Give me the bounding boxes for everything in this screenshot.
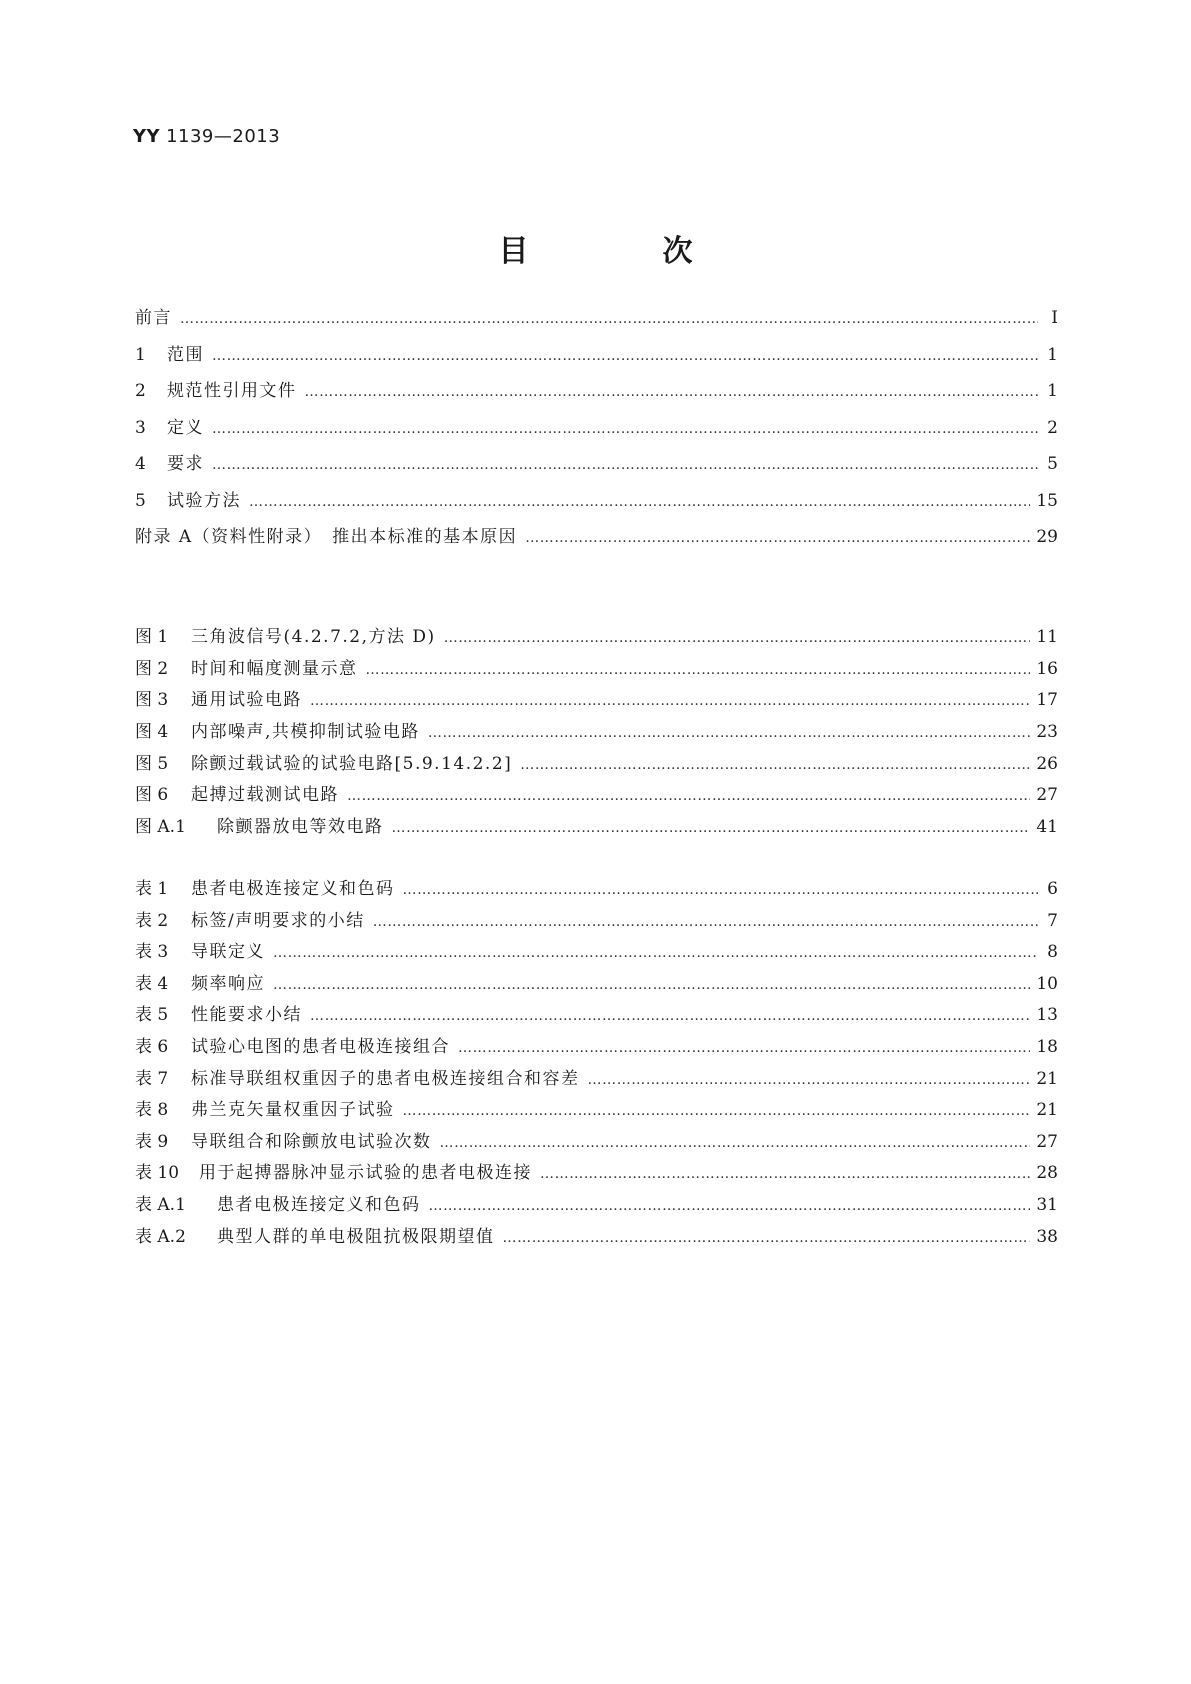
toc-entry-text: 患者电极连接定义和色码 [217,1194,421,1215]
toc-entry-number: 图 A.1 [135,817,186,838]
toc-entry-figure[interactable] [135,780,1058,812]
dot-leader [588,1072,1031,1088]
toc-entry-text: 导联定义 [191,942,265,963]
toc-entry-section[interactable] [135,340,1058,377]
dot-leader [180,311,1038,327]
toc-entry-text: 范围 [167,344,204,365]
toc-entry-text: 频率响应 [191,973,265,994]
toc-entry-number: 表 A.1 [135,1194,186,1215]
toc-entry-table[interactable] [135,1064,1058,1096]
toc-entry-text: 标签/声明要求的小结 [191,910,365,931]
toc-entry-text: 时间和幅度测量示意 [191,658,358,679]
toc-entry-page: 23 [1036,722,1058,743]
toc-entry-text: 除颤过载试验的试验电路[5.9.14.2.2] [191,753,513,774]
toc-entry-table[interactable] [135,1127,1058,1159]
toc-entry-table[interactable] [135,1190,1058,1222]
dot-leader [429,1198,1031,1214]
dot-leader [392,820,1031,836]
toc-entry-table[interactable] [135,906,1058,938]
dot-leader [525,530,1030,546]
toc-entry-number: 表 8 [135,1100,169,1121]
toc-entry-number: 5 [135,490,146,511]
toc-entry-figure[interactable] [135,654,1058,686]
toc-entry-page: 5 [1047,454,1058,474]
toc-entry-text: 性能要求小结 [191,1005,302,1026]
toc-entry-table[interactable] [135,874,1058,906]
toc-entry-page: Ⅰ [1051,308,1058,328]
toc-entry-figure[interactable] [135,717,1058,749]
dot-leader [212,348,1038,364]
toc-entry-number: 表 5 [135,1005,169,1026]
dot-leader [540,1166,1030,1182]
dot-leader [305,384,1039,400]
toc-entry-page: 7 [1047,910,1058,931]
toc-entry-number: 表 9 [135,1131,169,1152]
dot-leader [310,693,1030,709]
toc-entry-page: 31 [1036,1194,1058,1215]
toc-entry-text: 规范性引用文件 [167,381,297,401]
toc-entry-page: 15 [1036,490,1058,511]
toc-entry-page: 38 [1036,1226,1058,1247]
document-code [133,126,280,147]
document-code-number: 1139—2013 [166,126,281,147]
dot-leader [440,1135,1031,1151]
toc-entry-text: 前言 [135,308,172,328]
dot-leader [458,1040,1030,1056]
dot-leader [373,914,1038,930]
toc-entry-text: 定义 [167,417,204,438]
toc-entry-text: 附录 A（资料性附录） 推出本标准的基本原因 [135,527,518,547]
dot-leader [503,1230,1031,1246]
document-code-prefix: YY [133,126,161,147]
toc-entry-section[interactable] [135,413,1058,450]
toc-figures [135,622,1058,844]
dot-leader [249,494,1030,510]
toc-entry-page: 41 [1036,817,1058,838]
toc-entry-number: 图 2 [135,658,169,679]
toc-entry-page: 29 [1036,527,1058,547]
toc-entry-table[interactable] [135,1222,1058,1254]
toc-entry-page: 13 [1036,1005,1058,1026]
toc-entry-number: 1 [135,344,146,365]
toc-entry-number: 图 6 [135,785,169,806]
toc-entry-text: 除颤器放电等效电路 [217,817,384,838]
dot-leader [273,977,1030,993]
toc-entry-text: 内部噪声,共模抑制试验电路 [191,722,420,743]
toc-entry-table[interactable] [135,1000,1058,1032]
toc-entry-number: 图 5 [135,753,169,774]
toc-entry-text: 典型人群的单电极阻抗极限期望值 [217,1226,495,1247]
toc-sections [135,303,1058,559]
toc-entry-text: 标准导联组权重因子的患者电极连接组合和容差 [191,1068,580,1089]
toc-entry-page: 16 [1036,658,1058,679]
toc-entry-figure[interactable] [135,749,1058,781]
toc-entry-text: 三角波信号(4.2.7.2,方法 D) [191,627,436,647]
toc-entry-number: 表 6 [135,1036,169,1057]
toc-entry-figure[interactable] [135,622,1058,654]
toc-entry-section[interactable] [135,376,1058,413]
toc-entry-figure[interactable] [135,685,1058,717]
toc-entry-page: 27 [1036,1131,1058,1152]
toc-entry-number: 表 7 [135,1068,169,1089]
toc-entry-page: 10 [1036,973,1058,994]
dot-leader [212,421,1038,437]
toc-entry-section[interactable] [135,486,1058,523]
toc-entry-table[interactable] [135,1158,1058,1190]
toc-entry-appendix[interactable] [135,522,1058,559]
dot-leader [212,457,1038,473]
toc-entry-text: 导联组合和除颤放电试验次数 [191,1131,432,1152]
toc-entry-number: 3 [135,417,146,438]
toc-entry-page: 26 [1036,753,1058,774]
toc-entry-page: 21 [1036,1068,1058,1089]
toc-entry-number: 图 1 [135,627,169,647]
toc-entry-page: 11 [1036,627,1058,647]
toc-entry-text: 弗兰克矢量权重因子试验 [191,1100,395,1121]
toc-entry-page: 17 [1036,690,1058,711]
toc-entry-text: 用于起搏器脉冲显示试验的患者电极连接 [199,1163,532,1184]
toc-entry-table[interactable] [135,1095,1058,1127]
dot-leader [444,630,1031,646]
toc-entry-table[interactable] [135,969,1058,1001]
toc-entry-number: 4 [135,454,146,474]
toc-entry-figure[interactable] [135,812,1058,844]
toc-entry-number: 图 3 [135,690,169,711]
toc-entry-page: 1 [1047,381,1058,401]
toc-entry-number: 表 10 [135,1163,180,1184]
toc-entry-page: 8 [1047,942,1058,963]
toc-entry-text: 通用试验电路 [191,690,302,711]
toc-entry-page: 28 [1036,1163,1058,1184]
dot-leader [366,662,1031,678]
toc-entry-section[interactable] [135,449,1058,486]
toc-entry-number: 图 4 [135,722,169,743]
toc-entry-page: 6 [1047,879,1058,899]
toc-title: 目 次 [498,234,745,269]
dot-leader [428,725,1030,741]
toc-entry-page: 2 [1047,417,1058,438]
toc-entry-page: 27 [1036,785,1058,806]
toc-entry-number: 2 [135,381,146,401]
toc-entry-page: 1 [1047,344,1058,365]
toc-entry-number: 表 3 [135,942,169,963]
toc-entry-text: 试验方法 [167,490,241,511]
dot-leader [403,882,1039,898]
toc-entry-text: 要求 [167,454,204,474]
toc-entry-number: 表 1 [135,879,169,899]
toc-entry-text: 起搏过载测试电路 [191,785,339,806]
toc-tables [135,874,1058,1253]
toc-entry-number: 表 2 [135,910,169,931]
dot-leader [273,945,1038,961]
toc-entry-text: 试验心电图的患者电极连接组合 [191,1036,450,1057]
dot-leader [347,788,1030,804]
toc-entry-table[interactable] [135,937,1058,969]
toc-entry-number: 表 A.2 [135,1226,186,1247]
toc-entry-page: 21 [1036,1100,1058,1121]
toc-entry-table[interactable] [135,1032,1058,1064]
dot-leader [520,757,1030,773]
toc-entry-number: 表 4 [135,973,169,994]
toc-entry-page: 18 [1036,1036,1058,1057]
toc-entry-foreword[interactable] [135,303,1058,340]
toc-entry-text: 患者电极连接定义和色码 [191,879,395,899]
dot-leader [403,1103,1031,1119]
dot-leader [310,1008,1030,1024]
